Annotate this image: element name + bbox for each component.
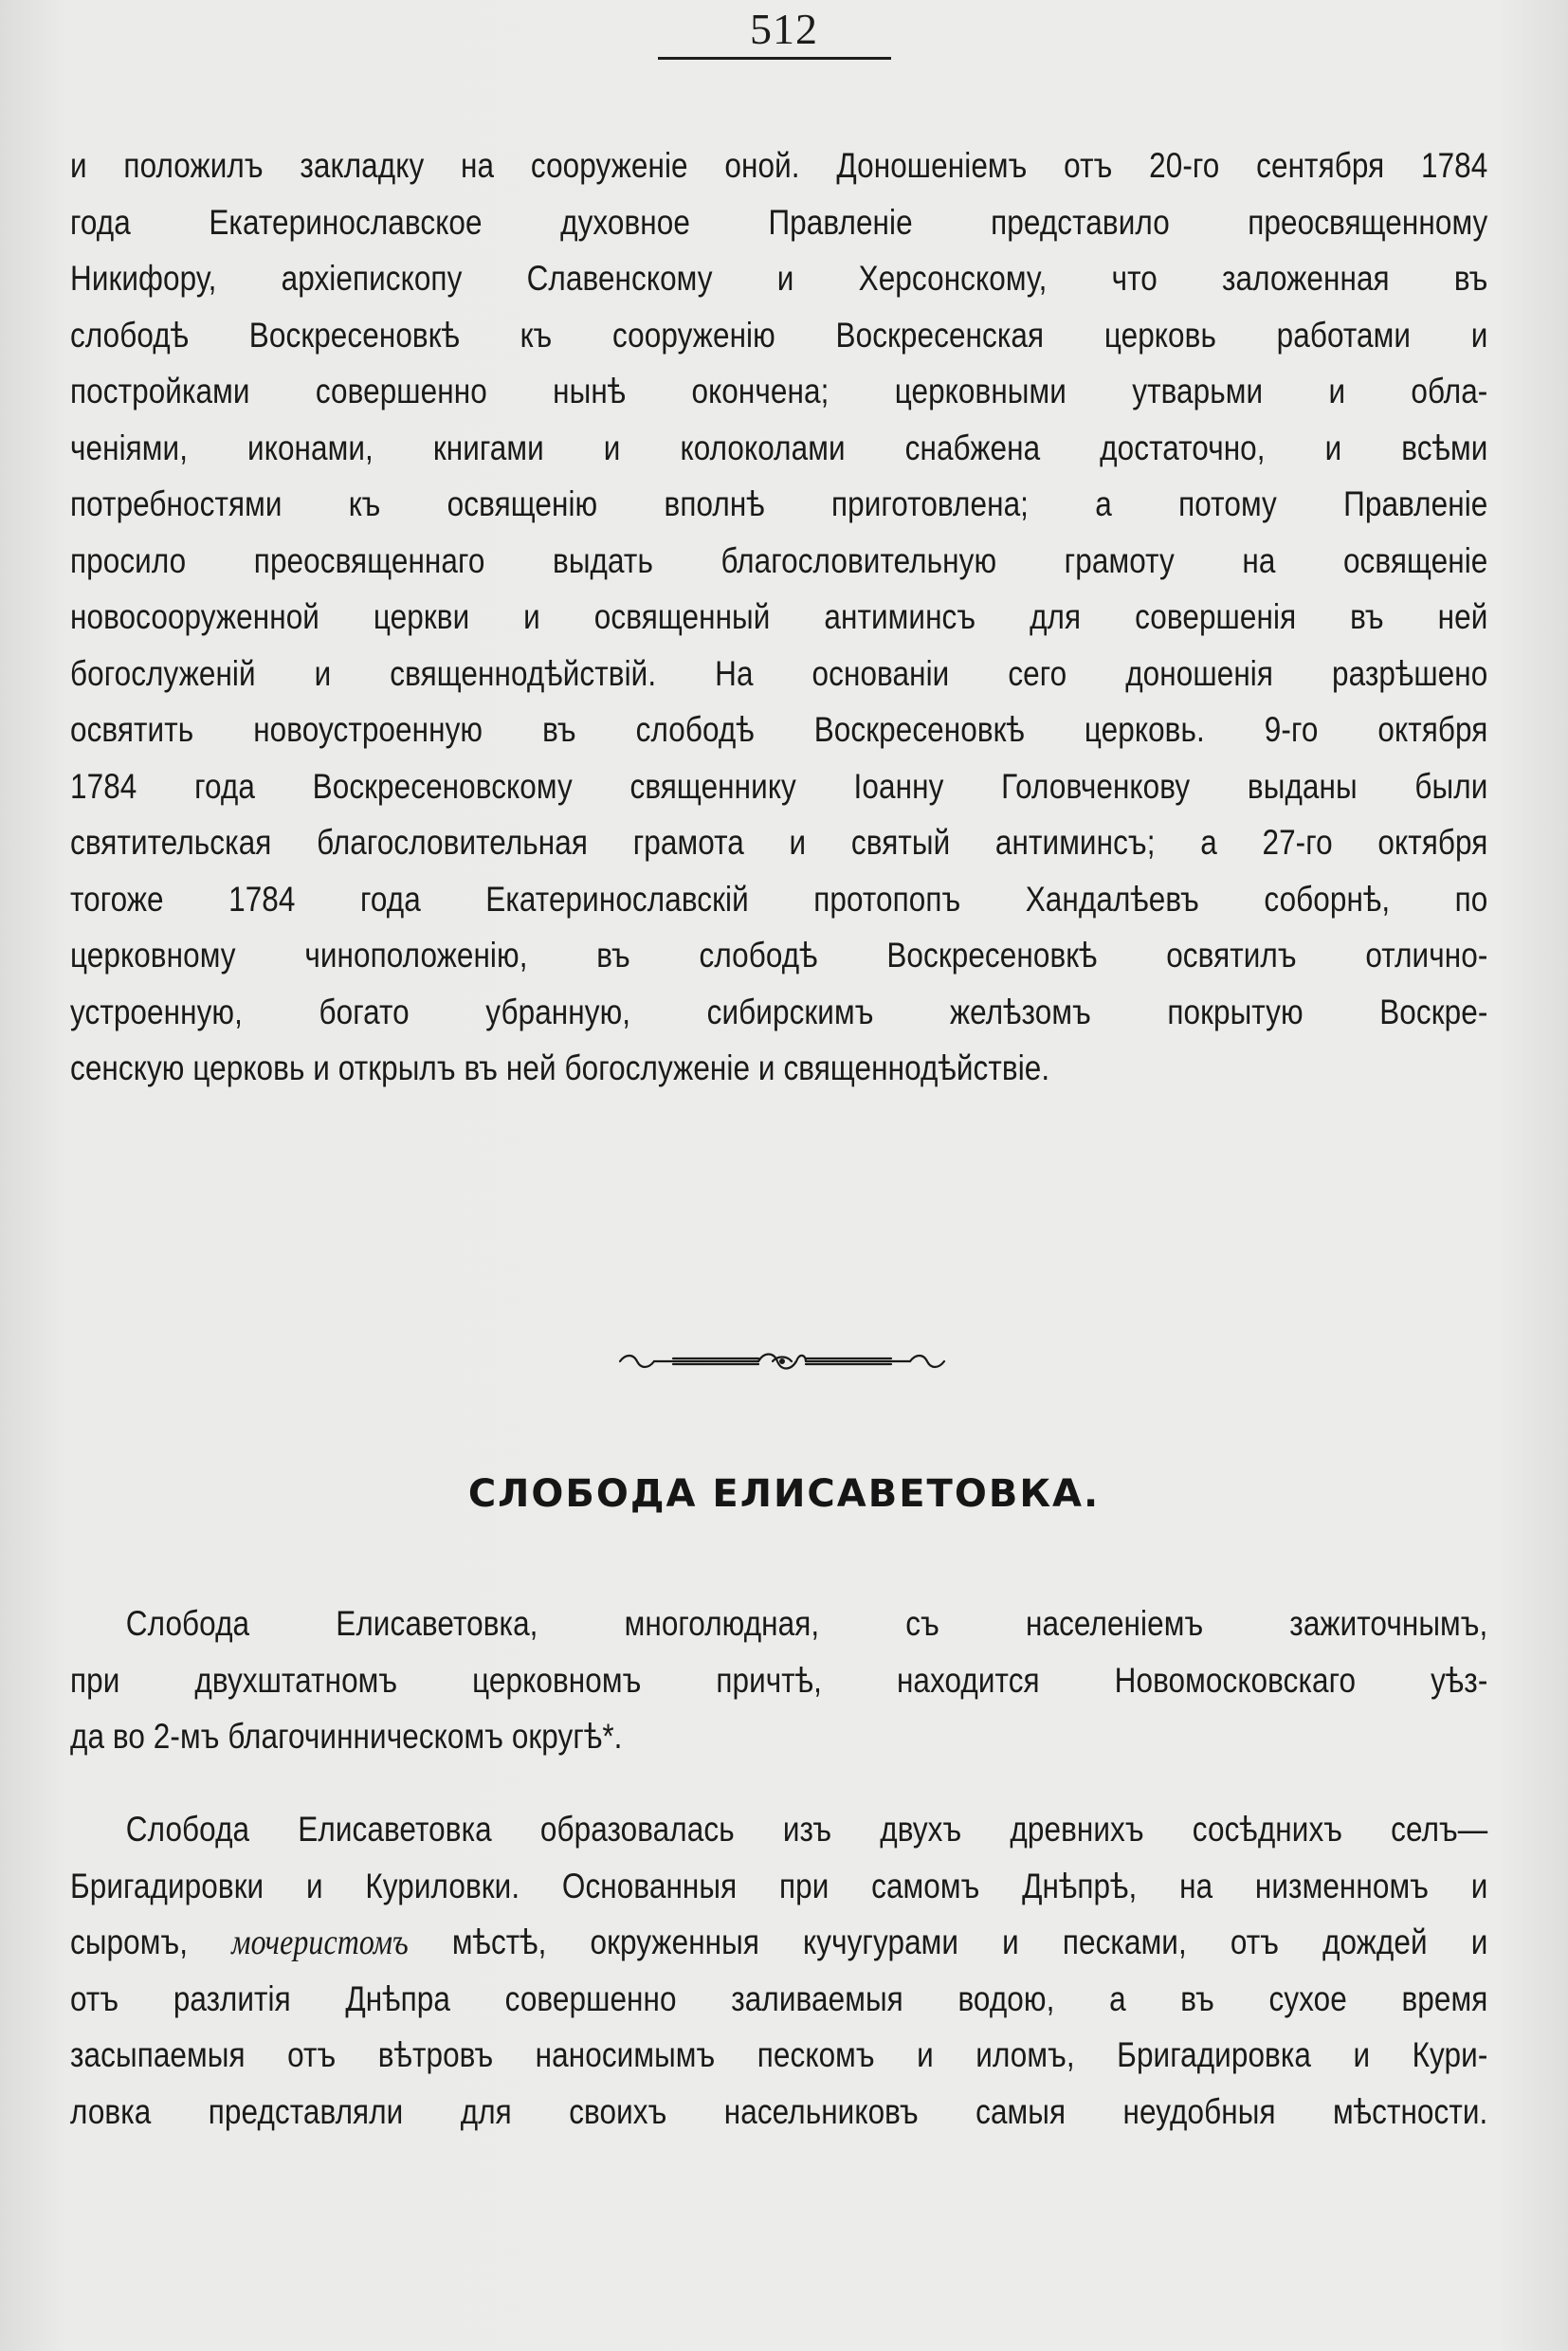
text-line: при двухштатномъ церковномъ причтѣ, находится Новомосковскаго уѣз- — [70, 1659, 1488, 1700]
paragraph-history — [70, 1801, 1488, 2140]
text-fragment: сыромъ, — [70, 1922, 232, 1961]
text-line: освятить новоустроенную въ слободѣ Воскресеновкѣ церковь. 9-го октября — [70, 709, 1488, 749]
text-line: и положилъ закладку на сооруженіе оной. Доношеніемъ отъ 20-го сентября 1784 — [70, 145, 1488, 185]
text-line: слободѣ Воскресеновкѣ къ сооруженію Воскресенская церковь работами и — [70, 314, 1488, 355]
paragraph-description — [70, 1595, 1488, 1765]
text-line: засыпаемыя отъ вѣтровъ наносимымъ пескомъ и иломъ, Бригадировка и Кури- — [70, 2034, 1488, 2074]
text-line: тогоже 1784 года Екатеринославскій протопопъ Хандалѣевъ соборнѣ, по — [70, 878, 1488, 919]
text-line: отъ разлитія Днѣпра совершенно заливаемыя водою, а въ сухое время — [70, 1977, 1488, 2018]
text-line: святительская благословительная грамота и святый антиминсъ; а 27-го октября — [70, 822, 1488, 862]
text-line: богослуженій и священнодѣйствій. На основаніи сего доношенія разрѣшено — [70, 652, 1488, 693]
page-number-rule — [658, 57, 891, 60]
text-line: Слобода Елисаветовка образовалась изъ двухъ древнихъ сосѣднихъ селъ— — [125, 1809, 1488, 1849]
text-line: ченіями, иконами, книгами и колоколами снабжена достаточно, и всѣми — [70, 427, 1488, 467]
text-line: устроенную, богато убранную, сибирскимъ желѣзомъ покрытую Воскре- — [70, 991, 1488, 1031]
text-line: сенскую церковь и открылъ въ ней богослуженіе и священнодѣйствіе. — [70, 1048, 1050, 1087]
italic-term: мочеристомъ — [231, 1923, 409, 1962]
text-line: Слобода Елисаветовка, многолюдная, съ населеніемъ зажиточнымъ, — [125, 1603, 1488, 1643]
text-line: 1784 года Воскресеновскому священнику Іоанну Головченкову выданы были — [70, 765, 1488, 806]
text-line: постройками совершенно нынѣ окончена; церковными утварьми и обла- — [70, 371, 1488, 410]
text-line: потребностями къ освященію вполнѣ приготовлена; а потому Правленіе — [70, 483, 1488, 523]
decorative-divider-icon — [616, 1350, 948, 1373]
page-number: 512 — [750, 5, 818, 53]
text-line: Никифору, архіепископу Славенскому и Херсонскому, что заложенная въ — [70, 258, 1488, 298]
text-line: ловка представляли для своихъ насельниковъ самыя неудобныя мѣстности. — [70, 2090, 1488, 2131]
text-fragment: мѣстѣ, окруженныя кучугурами и песками, отъ дождей и — [408, 1922, 1488, 1961]
text-line: церковному чиноположенію, въ слободѣ Воскресеновкѣ освятилъ отлично- — [70, 935, 1488, 975]
paragraph-continuation — [70, 137, 1488, 1097]
text-line: года Екатеринославское духовное Правленіе представило преосвященному — [70, 201, 1488, 242]
text-line: Бригадировки и Куриловки. Основанныя при самомъ Днѣпрѣ, на низменномъ и — [70, 1865, 1488, 1905]
text-line: просило преосвященнаго выдать благословительную грамоту на освященіе — [70, 539, 1488, 580]
text-line: новосооруженной церкви и освященный антиминсъ для совершенія въ ней — [70, 596, 1488, 636]
text-line — [70, 1914, 1487, 1971]
text-line: да во 2-мъ благочинническомъ округѣ*. — [70, 1716, 623, 1756]
section-title: СЛОБОДА ЕЛИСАВЕТОВКА. — [467, 1472, 1101, 1516]
